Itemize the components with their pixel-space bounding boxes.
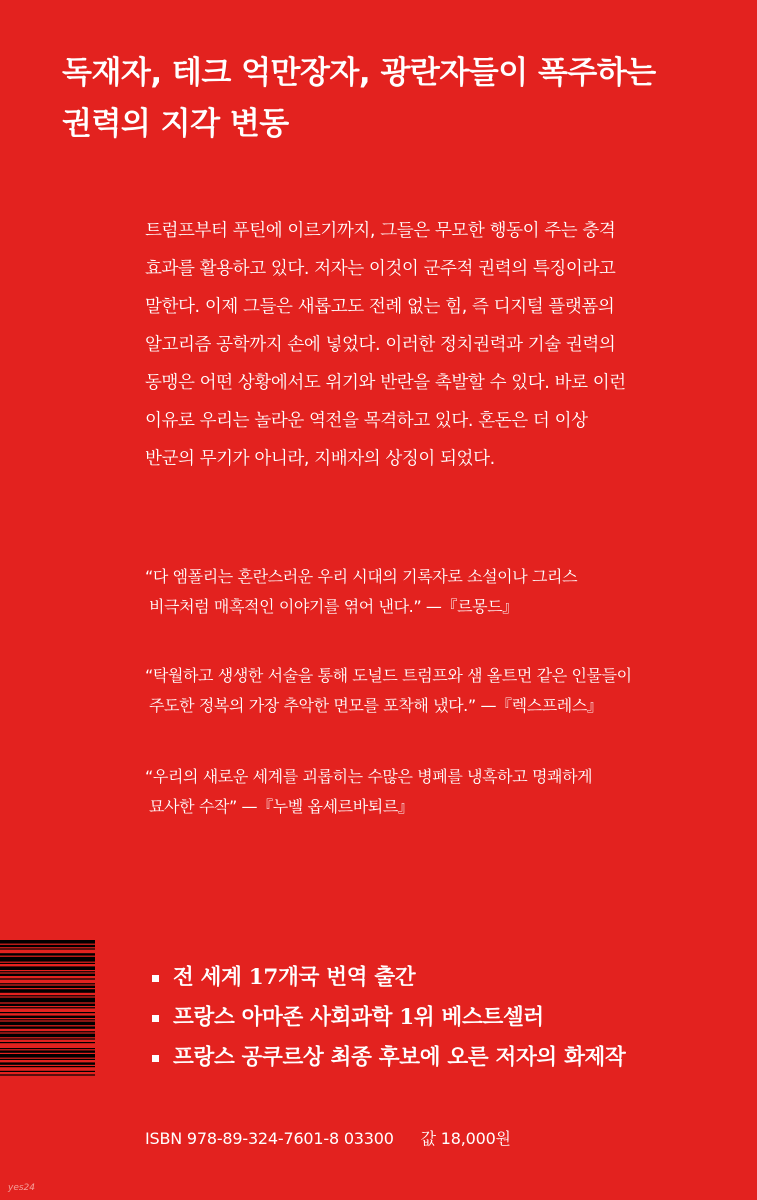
review-quote-3: [145, 762, 745, 822]
highlights-list: [152, 958, 752, 1078]
watermark-caption: yes24: [8, 1183, 36, 1193]
headline-line-2: 권력의 지각 변동: [62, 106, 289, 142]
highlight-item: [152, 958, 752, 998]
headline-line-1: 독재자, 테크 억만장자, 광란자들이 폭주하는: [62, 55, 656, 91]
body-line: 효과를 활용하고 있다. 저자는 이것이 군주적 권력의 특징이라고: [145, 259, 616, 279]
description-body: [145, 212, 745, 478]
body-line: 알고리즘 공학까지 손에 넣었다. 이러한 정치권력과 기술 권력의: [145, 335, 616, 355]
quote-line: 비극처럼 매혹적인 이야기를 엮어 낸다.” —『르몽드』: [149, 597, 518, 616]
square-bullet-icon: [152, 1015, 159, 1022]
body-line: 말한다. 이제 그들은 새롭고도 전례 없는 힘, 즉 디지털 플랫폼의: [145, 297, 615, 317]
isbn-text: ISBN 978-89-324-7601-8 03300: [145, 1129, 394, 1148]
body-line: 이유로 우리는 놀라운 역전을 목격하고 있다. 혼돈은 더 이상: [145, 411, 588, 431]
body-line: 트럼프부터 푸틴에 이르기까지, 그들은 무모한 행동이 주는 충격: [145, 221, 616, 241]
highlight-text: 전 세계 17개국 번역 출간: [173, 965, 416, 990]
quote-line: 묘사한 수작” —『누벨 옵세르바퇴르』: [149, 797, 414, 816]
highlight-text: 프랑스 아마존 사회과학 1위 베스트셀러: [173, 1005, 544, 1030]
review-quote-2: [145, 661, 745, 721]
square-bullet-icon: [152, 1055, 159, 1062]
highlight-item: [152, 998, 752, 1038]
highlight-text: 프랑스 공쿠르상 최종 후보에 오른 저자의 화제작: [173, 1045, 626, 1070]
quote-line: “탁월하고 생생한 서술을 통해 도널드 트럼프와 샘 올트먼 같은 인물들이: [145, 666, 632, 685]
review-quote-1: [145, 562, 745, 622]
barcode-icon: [0, 940, 95, 1180]
highlight-item: [152, 1038, 752, 1078]
square-bullet-icon: [152, 975, 159, 982]
body-line: 동맹은 어떤 상황에서도 위기와 반란을 촉발할 수 있다. 바로 이런: [145, 373, 626, 393]
body-line: 반군의 무기가 아니라, 지배자의 상징이 되었다.: [145, 449, 495, 469]
isbn-price-line: [145, 1126, 665, 1149]
headline: [62, 48, 742, 150]
quote-line: 주도한 정복의 가장 추악한 면모를 포착해 냈다.” —『렉스프레스』: [149, 696, 603, 715]
quote-line: “우리의 새로운 세계를 괴롭히는 수많은 병폐를 냉혹하고 명쾌하게: [145, 767, 593, 786]
quote-line: “다 엠폴리는 혼란스러운 우리 시대의 기록자로 소설이나 그리스: [145, 567, 578, 586]
price-text: 값 18,000원: [420, 1129, 511, 1148]
